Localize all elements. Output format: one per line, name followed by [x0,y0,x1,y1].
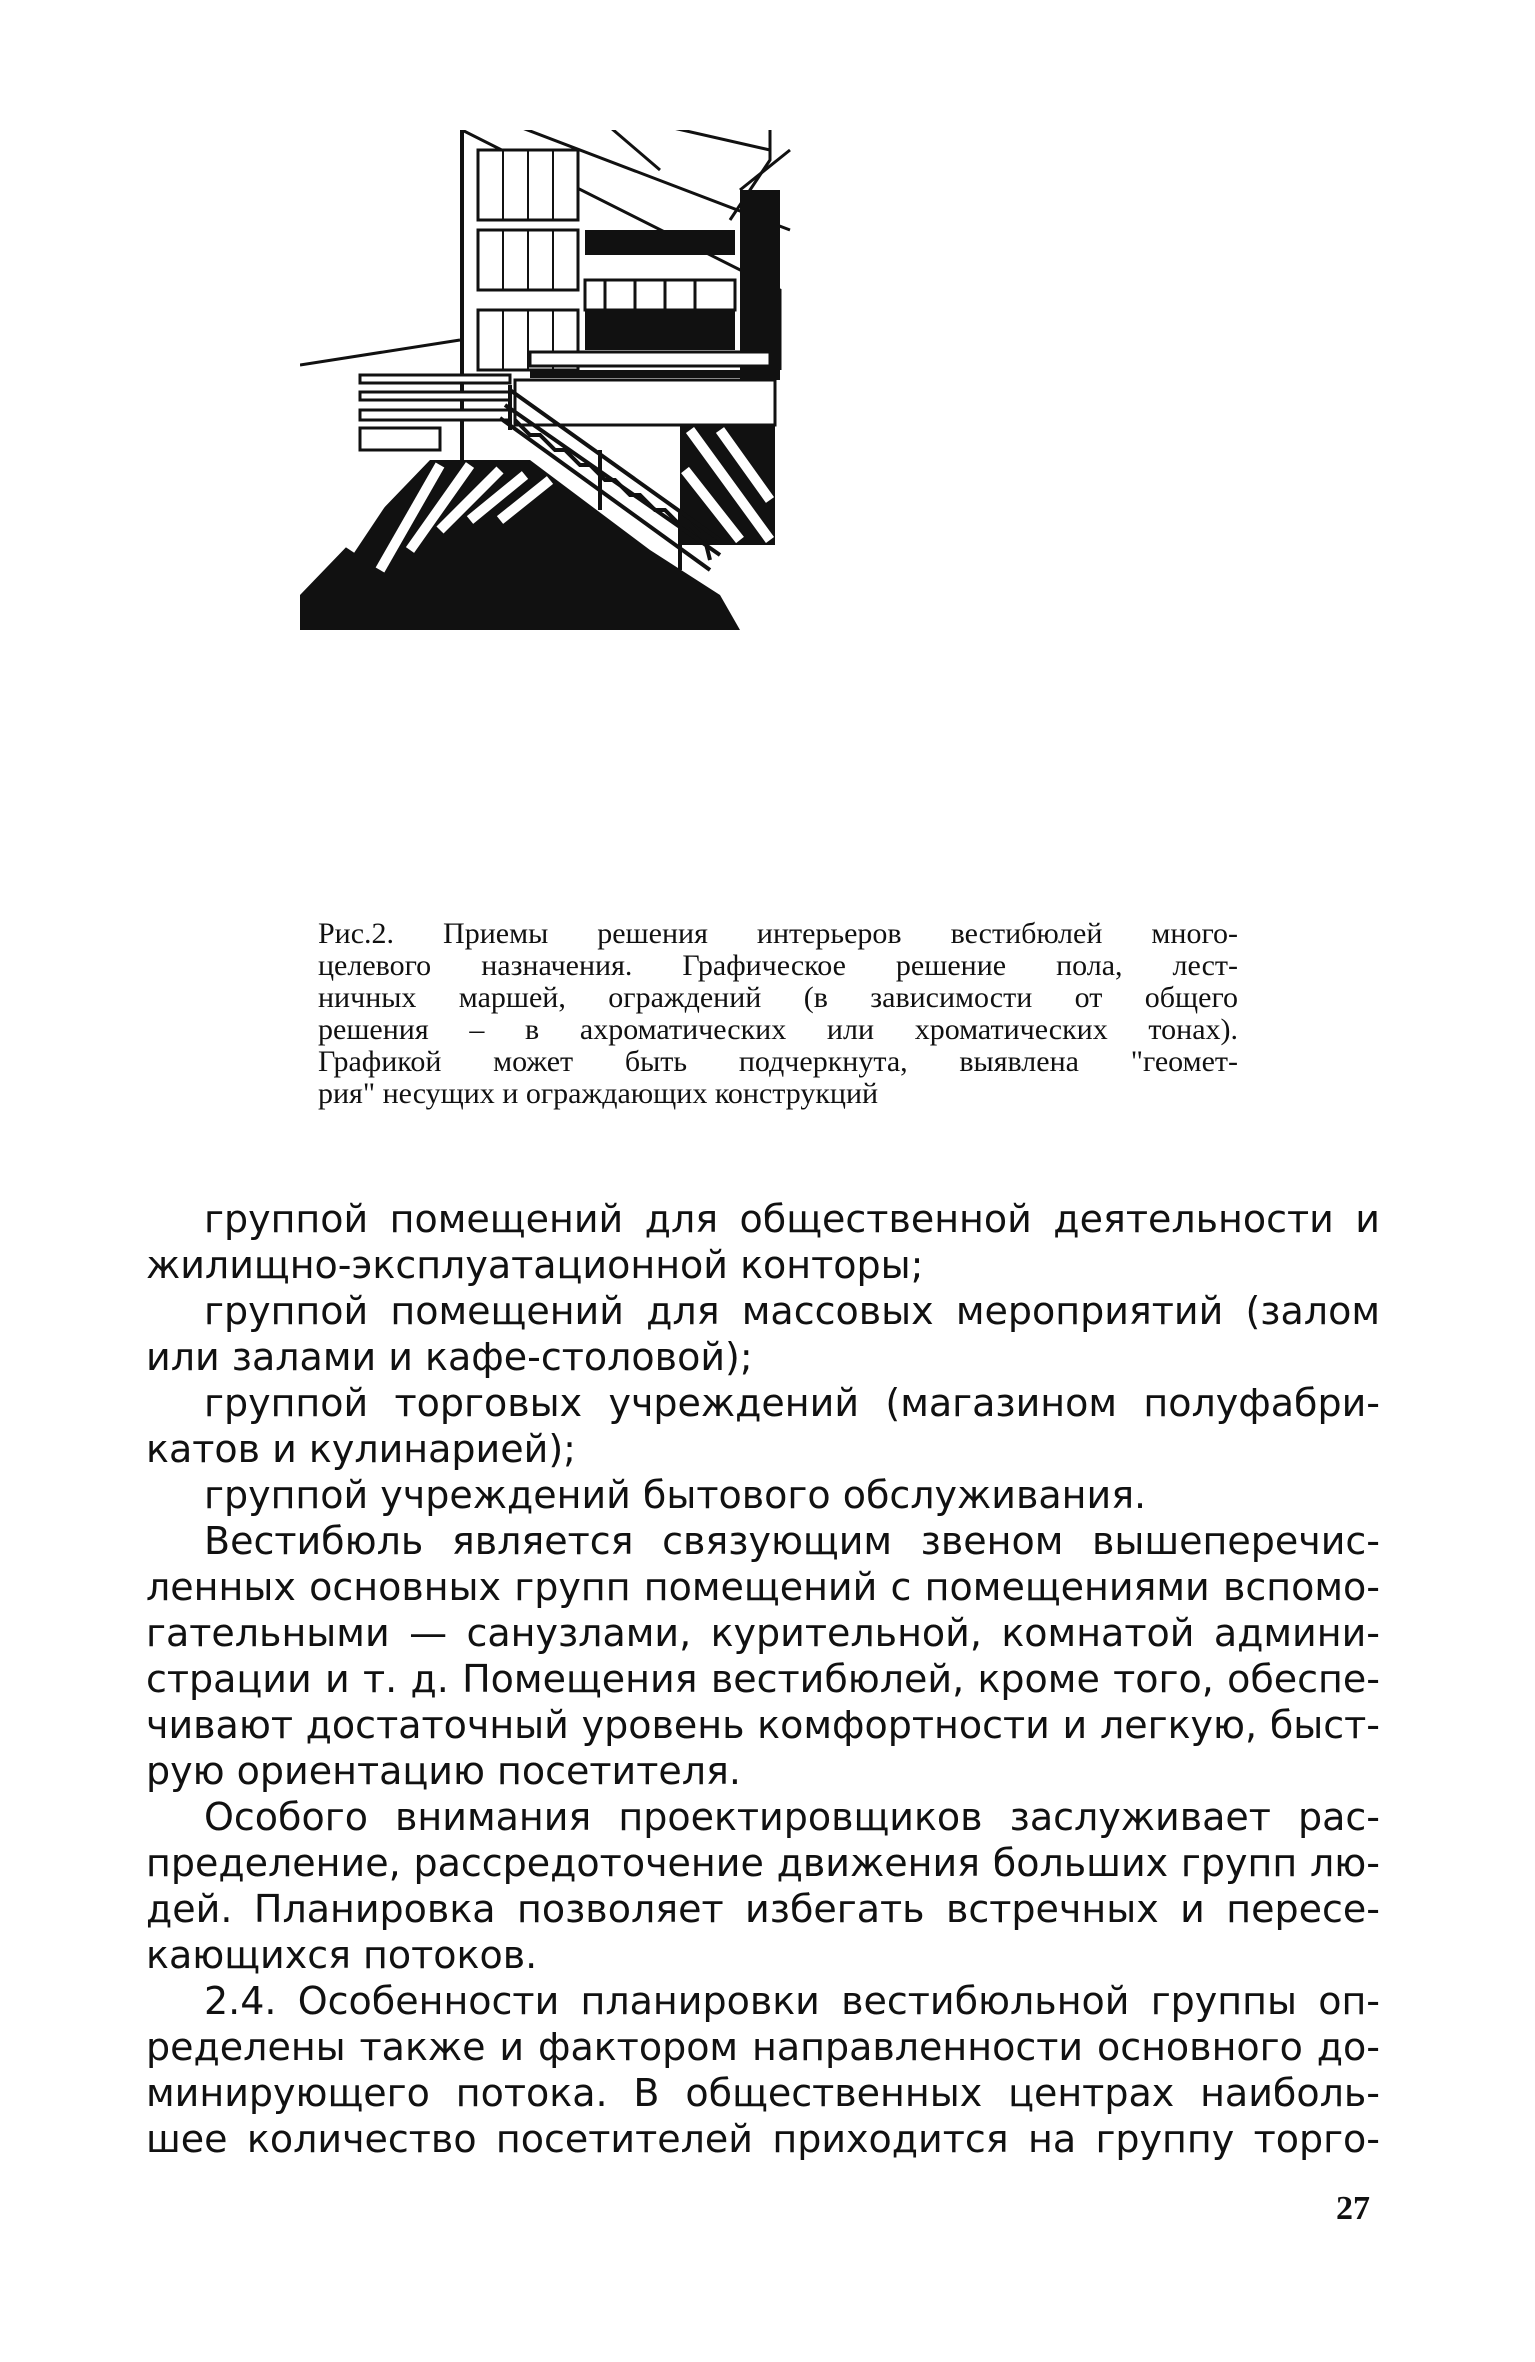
text-line: кающихся потоков. [146,1933,538,1977]
caption-line: ничных маршей, ограждений (в зависимости от общего [318,981,1238,1014]
text-line: пределение, рассредоточение движения больших групп лю- [146,1841,1380,1885]
text-line: жилищно-эксплуатационной конторы; [146,1243,924,1287]
text-line: ленных основных групп помещений с помещениями вспомо- [146,1565,1380,1609]
text-line: 2.4. Особенности планировки вестибюльной группы оп- [204,1979,1380,2023]
text-line: или залами и кафе-столовой); [146,1335,753,1379]
text-line: Особого внимания проектировщиков заслуживает рас- [204,1795,1380,1839]
stair-interior-drawing [300,130,1200,940]
caption-line: решения – в ахроматических или хроматических тонах). [318,1013,1238,1046]
page-number: 27 [1336,2190,1370,2227]
caption-line: рия" несущих и ограждающих конструкций [318,1077,879,1110]
text-line: дей. Планировка позволяет избегать встречных и пересе- [146,1887,1380,1931]
text-line: группой торговых учреждений (магазином полуфабри- [204,1381,1380,1425]
caption-line: Графикой может быть подчеркнута, выявлена "геомет- [318,1045,1238,1078]
figure-caption [318,918,1238,1110]
text-line: катов и кулинарией); [146,1427,576,1471]
text-line: Вестибюль является связующим звеном вышеперечис- [204,1519,1380,1563]
text-line: ределены также и фактором направленности основного до- [146,2025,1380,2069]
vestibule-illustration [300,130,1200,940]
text-line: страции и т. д. Помещения вестибюлей, кроме того, обеспе- [146,1657,1380,1701]
text-line: рую ориентацию посетителя. [146,1749,741,1793]
caption-line: Рис.2. Приемы решения интерьеров вестибюлей много- [318,917,1238,950]
main-text [146,1196,1380,2162]
text-line: группой помещений для общественной деятельности и [204,1197,1380,1241]
text-line: группой учреждений бытового обслуживания. [204,1473,1147,1517]
text-line: чивают достаточный уровень комфортности и легкую, быст- [146,1703,1380,1747]
text-line: гательными — санузлами, курительной, комнатой админи- [146,1611,1380,1655]
text-line: группой помещений для массовых мероприятий (залом [204,1289,1380,1333]
text-line: минирующего потока. В общественных центрах наиболь- [146,2071,1380,2115]
caption-line: целевого назначения. Графическое решение пола, лест- [318,949,1238,982]
text-line: шее количество посетителей приходится на группу торго- [146,2117,1380,2161]
